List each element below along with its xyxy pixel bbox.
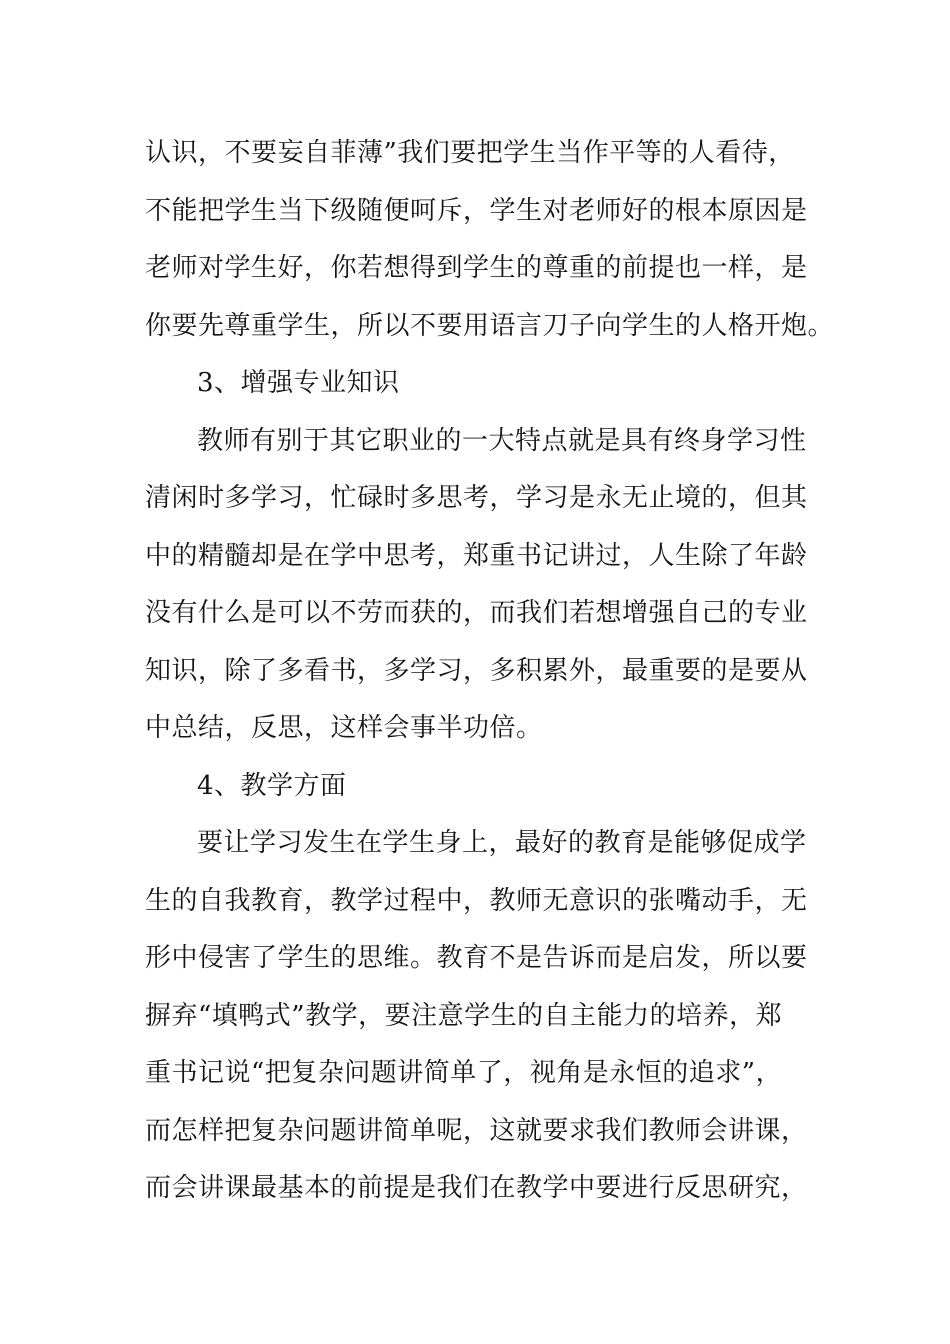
text-line: 清闲时多学习，忙碌时多思考，学习是永无止境的，但其 [145, 483, 808, 513]
text-line: 老师对学生好，你若想得到学生的尊重的前提也一样，是 [145, 253, 808, 283]
text-line: 知识，除了多看书，多学习，多积累外，最重要的是要从 [145, 656, 808, 686]
text-line: 而会讲课最基本的前提是我们在教学中要进行反思研究， [145, 1173, 808, 1203]
text-line: 中总结，反思，这样会事半功倍。 [145, 713, 543, 743]
paragraph-first-line: 教师有别于其它职业的一大特点就是具有终身学习性 [197, 426, 807, 456]
text-line: 生的自我教育，教学过程中，教师无意识的张嘴动手，无 [145, 886, 808, 916]
section-heading: 3、增强专业知识 [197, 368, 400, 398]
section-heading: 4、教学方面 [197, 771, 347, 801]
text-line: 你要先尊重学生，所以不要用语言刀子向学生的人格开炮。 [145, 311, 835, 341]
text-line: 中的精髓却是在学中思考，郑重书记讲过，人生除了年龄 [145, 541, 808, 571]
text-line: 没有什么是可以不劳而获的，而我们若想增强自己的专业 [145, 598, 808, 628]
text-line: 而怎样把复杂问题讲简单呢，这就要求我们教师会讲课， [145, 1116, 808, 1146]
text-line: 认识，不要妄自菲薄”我们要把学生当作平等的人看待， [145, 138, 795, 168]
text-line: 不能把学生当下级随便呵斥，学生对老师好的根本原因是 [145, 196, 808, 226]
text-line: 形中侵害了学生的思维。教育不是告诉而是启发，所以要 [145, 943, 808, 973]
text-line: 摒弃“填鸭式”教学，要注意学生的自主能力的培养，郑 [145, 1001, 783, 1031]
text-line: 重书记说“把复杂问题讲简单了，视角是永恒的追求”， [145, 1058, 783, 1088]
paragraph-first-line: 要让学习发生在学生身上，最好的教育是能够促成学 [197, 828, 807, 858]
